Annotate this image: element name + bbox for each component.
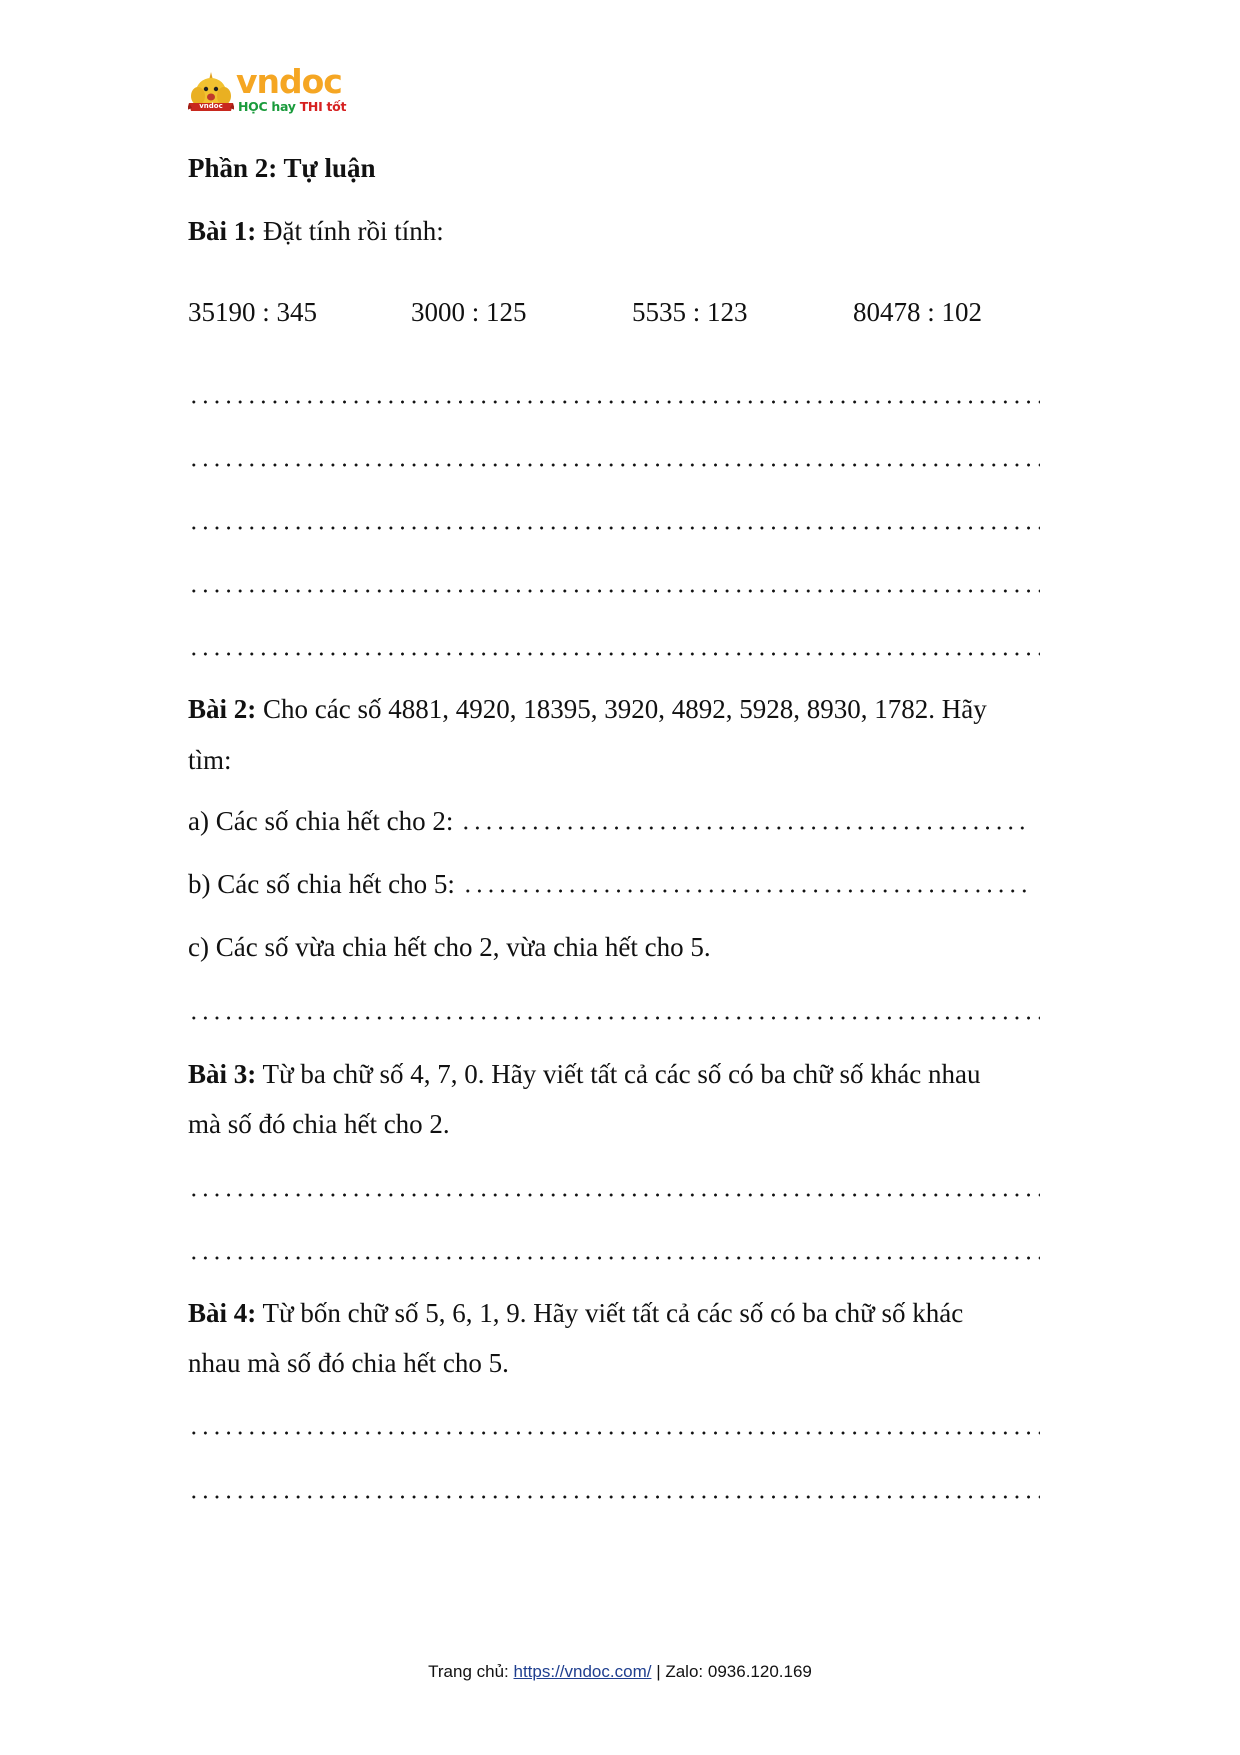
- bai4-text-line1: Từ bốn chữ số 5, 6, 1, 9. Hãy viết tất cả các số có ba chữ số khác: [262, 1298, 964, 1328]
- footer-separator: |: [656, 1662, 661, 1681]
- answer-line[interactable]: [188, 526, 1040, 530]
- answer-line[interactable]: [188, 1016, 1040, 1020]
- answer-line[interactable]: [188, 1495, 1040, 1499]
- bai4-label: Bài 4:: [188, 1298, 257, 1328]
- bai2-text-line2: tìm:: [188, 745, 232, 775]
- bai3-prompt: [188, 1058, 980, 1090]
- part-a-text: a) Các số chia hết cho 2:: [188, 806, 454, 836]
- tagline-part2: THI tốt: [299, 99, 347, 114]
- bai2-label: Bài 2:: [188, 694, 257, 724]
- bai2-prompt: [188, 693, 987, 725]
- answer-line[interactable]: [188, 589, 1040, 593]
- bai3-text-line1: Từ ba chữ số 4, 7, 0. Hãy viết tất cả các số có ba chữ số khác nhau: [262, 1059, 981, 1089]
- footer-zalo-label: Zalo:: [665, 1662, 704, 1681]
- logo-tagline: [238, 99, 346, 114]
- answer-line[interactable]: [188, 1431, 1040, 1435]
- answer-line[interactable]: [188, 463, 1040, 467]
- bai4-text-line2: nhau mà số đó chia hết cho 5.: [188, 1348, 509, 1378]
- bai2-part-a: [188, 805, 1026, 837]
- vndoc-logo: [188, 62, 347, 118]
- calculation-1: 35190 : 345: [188, 297, 318, 327]
- answer-line[interactable]: [188, 1193, 1040, 1197]
- mascot-banner-text: vndoc: [199, 102, 223, 110]
- bai2-part-b: [188, 868, 1028, 900]
- answer-line[interactable]: [188, 652, 1040, 656]
- part-b-answer-line[interactable]: [462, 889, 1028, 893]
- part-a-answer-line[interactable]: [460, 826, 1026, 830]
- answer-line[interactable]: [188, 400, 1040, 404]
- logo-wordmark: vndoc: [236, 62, 342, 101]
- bai1-prompt: [188, 215, 444, 247]
- bai3-label: Bài 3:: [188, 1059, 257, 1089]
- bai2-part-c: c) Các số vừa chia hết cho 2, vừa chia hết cho 5.: [188, 932, 711, 962]
- tagline-part1: HỌC hay: [238, 99, 296, 114]
- calculation-2: 3000 : 125: [411, 297, 527, 327]
- footer-home-link[interactable]: https://vndoc.com/: [513, 1662, 652, 1681]
- footer-zalo-number: 0936.120.169: [707, 1662, 812, 1681]
- bai1-label: Bài 1:: [188, 216, 257, 246]
- bai3-text-line2: mà số đó chia hết cho 2.: [188, 1109, 450, 1139]
- bai4-prompt: [188, 1297, 963, 1329]
- footer-home-label: Trang chủ:: [428, 1662, 509, 1681]
- part-b-text: b) Các số chia hết cho 5:: [188, 869, 455, 899]
- section-title: Phần 2: Tự luận: [188, 153, 376, 183]
- bai1-text: Đặt tính rồi tính:: [263, 216, 444, 246]
- page-footer: [0, 1662, 1240, 1682]
- calculation-4: 80478 : 102: [853, 297, 983, 327]
- answer-line[interactable]: [188, 1256, 1040, 1260]
- bai2-text-line1: Cho các số 4881, 4920, 18395, 3920, 4892, 5928, 8930, 1782. Hãy: [263, 694, 987, 724]
- calculation-3: 5535 : 123: [632, 297, 748, 327]
